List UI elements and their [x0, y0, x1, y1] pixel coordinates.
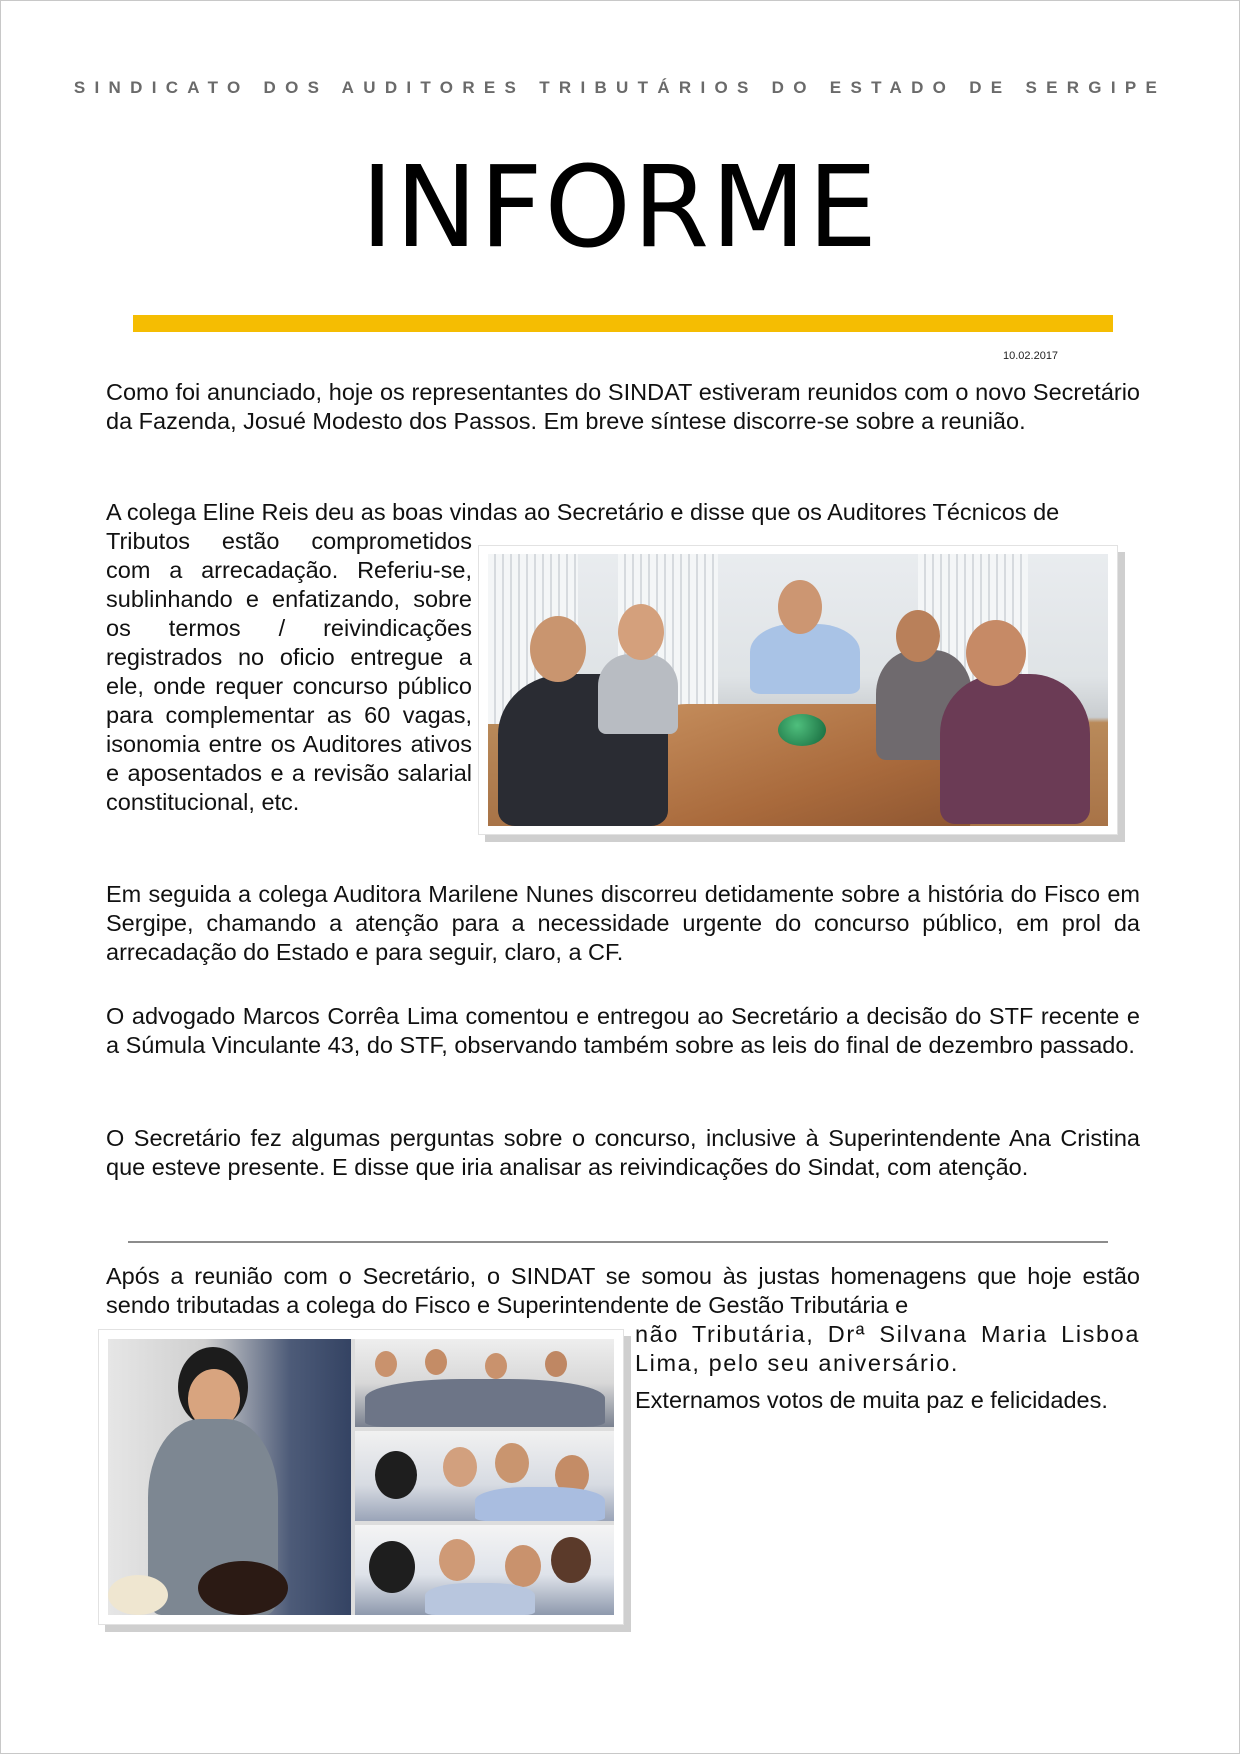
paragraph-history: Em seguida a colega Auditora Marilene Nunes discorreu detidamente sobre a história do Fisco em Sergipe, chamando a atenção para a necessidade urgente do concurso público, em prol da arrecadação do Estado e para seguir, claro, a CF.: [106, 881, 1140, 965]
page-title: INFORME: [360, 143, 880, 273]
collage-group-photo: [355, 1339, 614, 1427]
accent-bar: [133, 315, 1113, 332]
collage-main-photo: [108, 1339, 351, 1615]
paragraph-wishes: Externamos votos de muita paz e felicidades.: [635, 1387, 1108, 1413]
paragraph-homage-column: não Tributária, Drª Silvana Maria Lisboa Lima, pelo seu aniversário.: [635, 1321, 1140, 1376]
paragraph-welcome-column: Tributos estão comprometidos com a arrecadação. Referiu-se, sublinhando e enfatizando, sobre os termos / reivindicações registrados no oficio entregue a ele, onde requer concurso público para complementar as 60 vagas, isonomia entre os Auditores ativos e aposentados e a revisão salarial constitucional, etc.: [106, 528, 472, 815]
meeting-photo-frame: [478, 545, 1118, 835]
birthday-collage-frame: [98, 1329, 624, 1625]
publication-date: 10.02.2017: [1003, 350, 1059, 362]
birthday-collage: [108, 1339, 614, 1615]
paragraph-welcome-intro: A colega Eline Reis deu as boas vindas ao Secretário e disse que os Auditores Técnicos de: [106, 499, 1060, 525]
meeting-photo: [488, 554, 1108, 826]
paragraph-secretary: O Secretário fez algumas perguntas sobre o concurso, inclusive à Superintendente Ana Cristina que esteve presente. E disse que iria analisar as reivindicações do Sindat, com atenção.: [106, 1125, 1140, 1180]
paragraph-lawyer: O advogado Marcos Corrêa Lima comentou e entregou ao Secretário a decisão do STF recente e a Súmula Vinculante 43, do STF, observando também sobre as leis do final de dezembro passado.: [106, 1003, 1140, 1058]
organization-name: SINDICATO DOS AUDITORES TRIBUTÁRIOS DO ESTADO DE SERGIPE: [73, 78, 1167, 97]
section-divider: [128, 1241, 1108, 1243]
paragraph-intro: Como foi anunciado, hoje os representantes do SINDAT estiveram reunidos com o novo Secretário da Fazenda, Josué Modesto dos Passos. Em breve síntese discorre-se sobre a reunião.: [106, 379, 1140, 434]
collage-friends-photo: [355, 1525, 614, 1615]
paragraph-homage-intro: Após a reunião com o Secretário, o SINDAT se somou às justas homenagens que hoje estão sendo tributadas a colega do Fisco e Superintendente de Gestão Tributária e: [106, 1263, 1140, 1318]
collage-guests-photo: [355, 1431, 614, 1521]
